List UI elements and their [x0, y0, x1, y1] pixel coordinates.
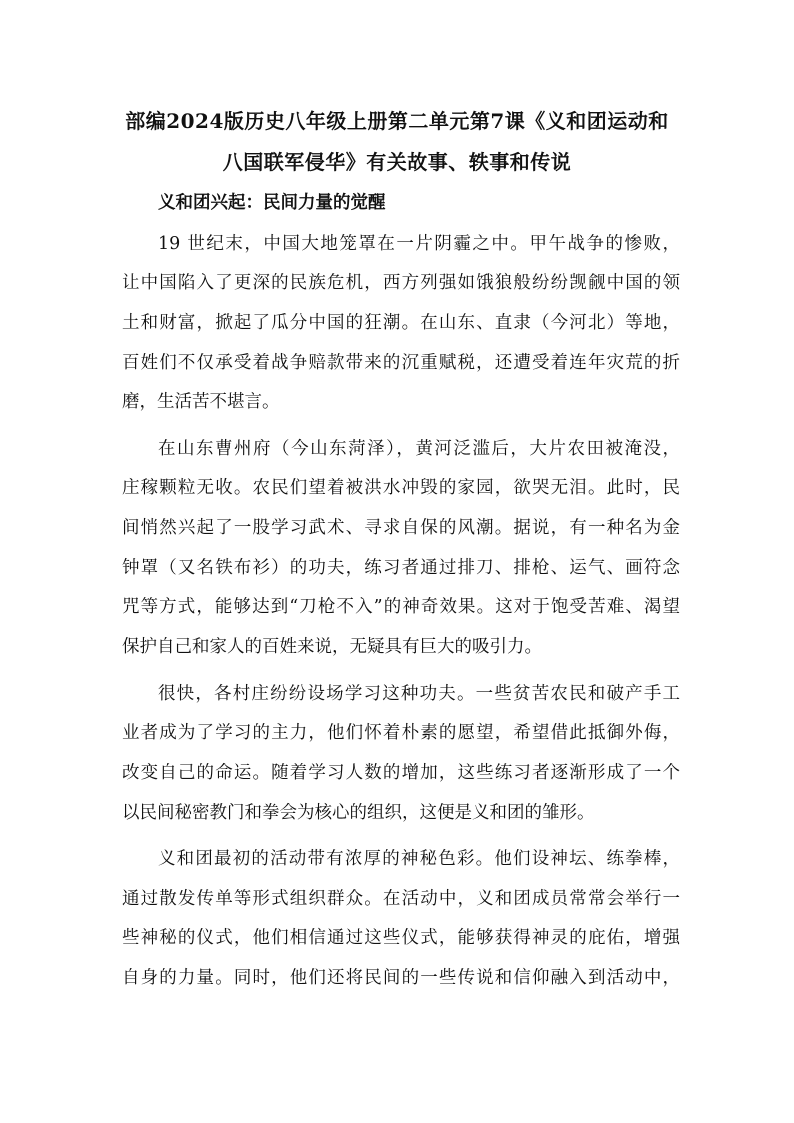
paragraph-line: 业者成为了学习的主力，他们怀着朴素的愿望，希望借此抵御外侮，	[122, 723, 680, 743]
paragraph-line: 自身的力量。同时，他们还将民间的一些传说和信仰融入到活动中，	[122, 968, 680, 988]
paragraph-line: 保护自己和家人的百姓来说，无疑具有巨大的吸引力。	[122, 637, 542, 657]
paragraph-line: 钟罩（又名铁布衫）的功夫，练习者通过排刀、排枪、运气、画符念	[122, 558, 680, 578]
paragraph-line: 间悄然兴起了一股学习武术、寻求自保的风潮。据说，有一种名为金	[122, 518, 680, 538]
paragraph-line: 义和团最初的活动带有浓厚的神秘色彩。他们设神坛、练拳棒，	[158, 849, 680, 869]
paragraph-line: 让中国陷入了更深的民族危机，西方列强如饿狼般纷纷觊觎中国的领	[122, 273, 680, 293]
paragraph-line: 很快，各村庄纷纷设场学习这种功夫。一些贫苦农民和破产手工	[158, 684, 680, 704]
paragraph-line: 磨，生活苦不堪言。	[122, 392, 280, 412]
paragraph-line: 百姓们不仅承受着战争赔款带来的沉重赋税，还遭受着连年灾荒的折	[122, 353, 680, 373]
paragraph-line: 通过散发传单等形式组织群众。在活动中，义和团成员常常会举行一	[122, 889, 680, 909]
paragraph-line: 些神秘的仪式，他们相信通过这些仪式，能够获得神灵的庇佑，增强	[122, 928, 680, 948]
paragraph-line: 改变自己的命运。随着学习人数的增加，这些练习者逐渐形成了一个	[122, 763, 680, 783]
paragraph-line: 以民间秘密教门和拳会为核心的组织，这便是义和团的雏形。	[122, 803, 595, 823]
paragraph-line: 土和财富，掀起了瓜分中国的狂潮。在山东、直隶（今河北）等地，	[122, 313, 680, 333]
document-title-line-2: 八国联军侵华》有关故事、轶事和传说	[222, 150, 572, 174]
paragraph-line: 在山东曹州府（今山东菏泽），黄河泛滥后，大片农田被淹没，	[158, 439, 680, 459]
paragraph-line: 咒等方式，能够达到“刀枪不入”的神奇效果。这对于饱受苦难、渴望	[122, 597, 680, 617]
section-heading: 义和团兴起：民间力量的觉醒	[158, 193, 386, 213]
document-title-line-1: 部编2024版历史八年级上册第二单元第7课《义和团运动和	[125, 109, 669, 133]
paragraph-line: 庄稼颗粒无收。农民们望着被洪水冲毁的家园，欲哭无泪。此时，民	[122, 478, 680, 498]
paragraph-line: 19 世纪末，中国大地笼罩在一片阴霾之中。甲午战争的惨败，	[158, 234, 680, 254]
